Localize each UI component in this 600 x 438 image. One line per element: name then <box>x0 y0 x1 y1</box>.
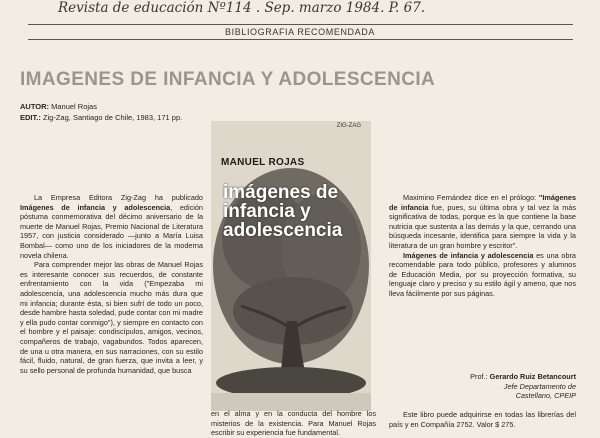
section-heading: BIBLIOGRAFIA RECOMENDADA <box>225 27 375 37</box>
reviewer-name: Gerardo Ruiz Betancourt <box>489 372 576 381</box>
text-run: es una obra recomendable para todo público, profesores y alumnos de Educación Media, por su proyección formativa, su lenguaje claro y preciso y su estilo ágil y ameno, que nos lleva fácilmente por sus páginas. <box>389 250 576 298</box>
column-1-paragraph-2: Para comprender mejor las obras de Manuel Rojas es interesante conocer sus recuerdos, de constante enfrentamiento con la vida ("Empezaba mi adolescencia, una adolescencia mucho más dura que mi infancia; durante ésta, si bien sufrí de todo un poco, desde hambre hasta soledad, pude contar con mi madre y ella pudo contar conmigo"), y siempre en contacto con el hombre y el paisaje: condiscípulos, amigos, vecinos, compañeros de trabajo, vagabundos. Todos aparecen, de una u otra manera, en sus narraciones, con su estilo fácil, fluido, natural, de gran fuerza, que invita a leer, y su sello personal de profunda humanidad, que busca <box>20 260 203 375</box>
cover-publisher: ZIG-ZAG <box>336 123 361 129</box>
column-3 <box>389 193 576 299</box>
article-title: IMAGENES DE INFANCIA Y ADOLESCENCIA <box>20 69 436 90</box>
column-3-paragraph-1 <box>389 193 576 251</box>
edition-label: EDIT.: <box>20 113 41 122</box>
reviewer-role-2: Castellano, CPEIP <box>515 391 576 401</box>
reviewer-signature <box>470 372 576 401</box>
column-2: en el alma y en la conducta del hombre los misterios de la existencia. Para Manuel Rojas escribir su experiencia fue fundamental. <box>211 409 376 438</box>
text-run: Maximino Fernández dice en el prólogo: <box>403 193 537 202</box>
column-1 <box>20 193 203 375</box>
reviewer-role-1: Jefe Departamento de <box>503 381 576 391</box>
author-name: Manuel Rojas <box>51 102 97 111</box>
reviewer-prefix: Prof.: <box>470 372 488 381</box>
book-title-bold: Imágenes de infancia y adolescencia <box>20 202 171 212</box>
quote-bold: "Imágenes de infancia <box>389 193 576 212</box>
reviewer-name-line <box>470 372 576 382</box>
text-run: , edición póstuma conmemorativa del décimo aniversario de la muerte de Manuel Rojas, Premio Nacional de Literatura 1957, con justicia considerado —junto a María Luisa Bombal— como uno de los iniciadores de la moderna novela chilena. <box>20 202 203 260</box>
handwritten-citation: Revista de educación Nº114 . Sep. marzo 1984. P. 67. <box>58 0 426 16</box>
book-title-bold: Imágenes de infancia y adolescencia <box>403 250 534 260</box>
book-cover-image <box>211 121 371 411</box>
edition-info: Zig-Zag, Santiago de Chile, 1983, 171 pp. <box>42 113 183 122</box>
edition-line <box>20 113 182 122</box>
cover-author: MANUEL ROJAS <box>221 157 305 168</box>
column-1-paragraph-1 <box>20 193 203 260</box>
header-rule-top <box>28 24 573 25</box>
header-rule-bottom <box>28 39 573 40</box>
cover-title: imágenes de infancia y adolescencia <box>223 182 343 241</box>
author-label: AUTOR: <box>20 102 50 111</box>
text-run: fue, pues, su última obra y tal vez la más significativa de todas, porque es la que contiene la base nutricia que sustenta a las demás y la que, cerrando una búsqueda incesante, identifica para siempre la vida y la literatura de un gran hombre y escritor". <box>389 202 576 250</box>
author-line <box>20 102 97 111</box>
purchase-info: Este libro puede adquirirse en todas las librerías del país y en Compañía 2752. Valor $ 275. <box>389 410 576 429</box>
column-3-paragraph-2 <box>389 251 576 299</box>
text-run: La Empresa Editora Zig-Zag ha publicado <box>34 193 203 202</box>
